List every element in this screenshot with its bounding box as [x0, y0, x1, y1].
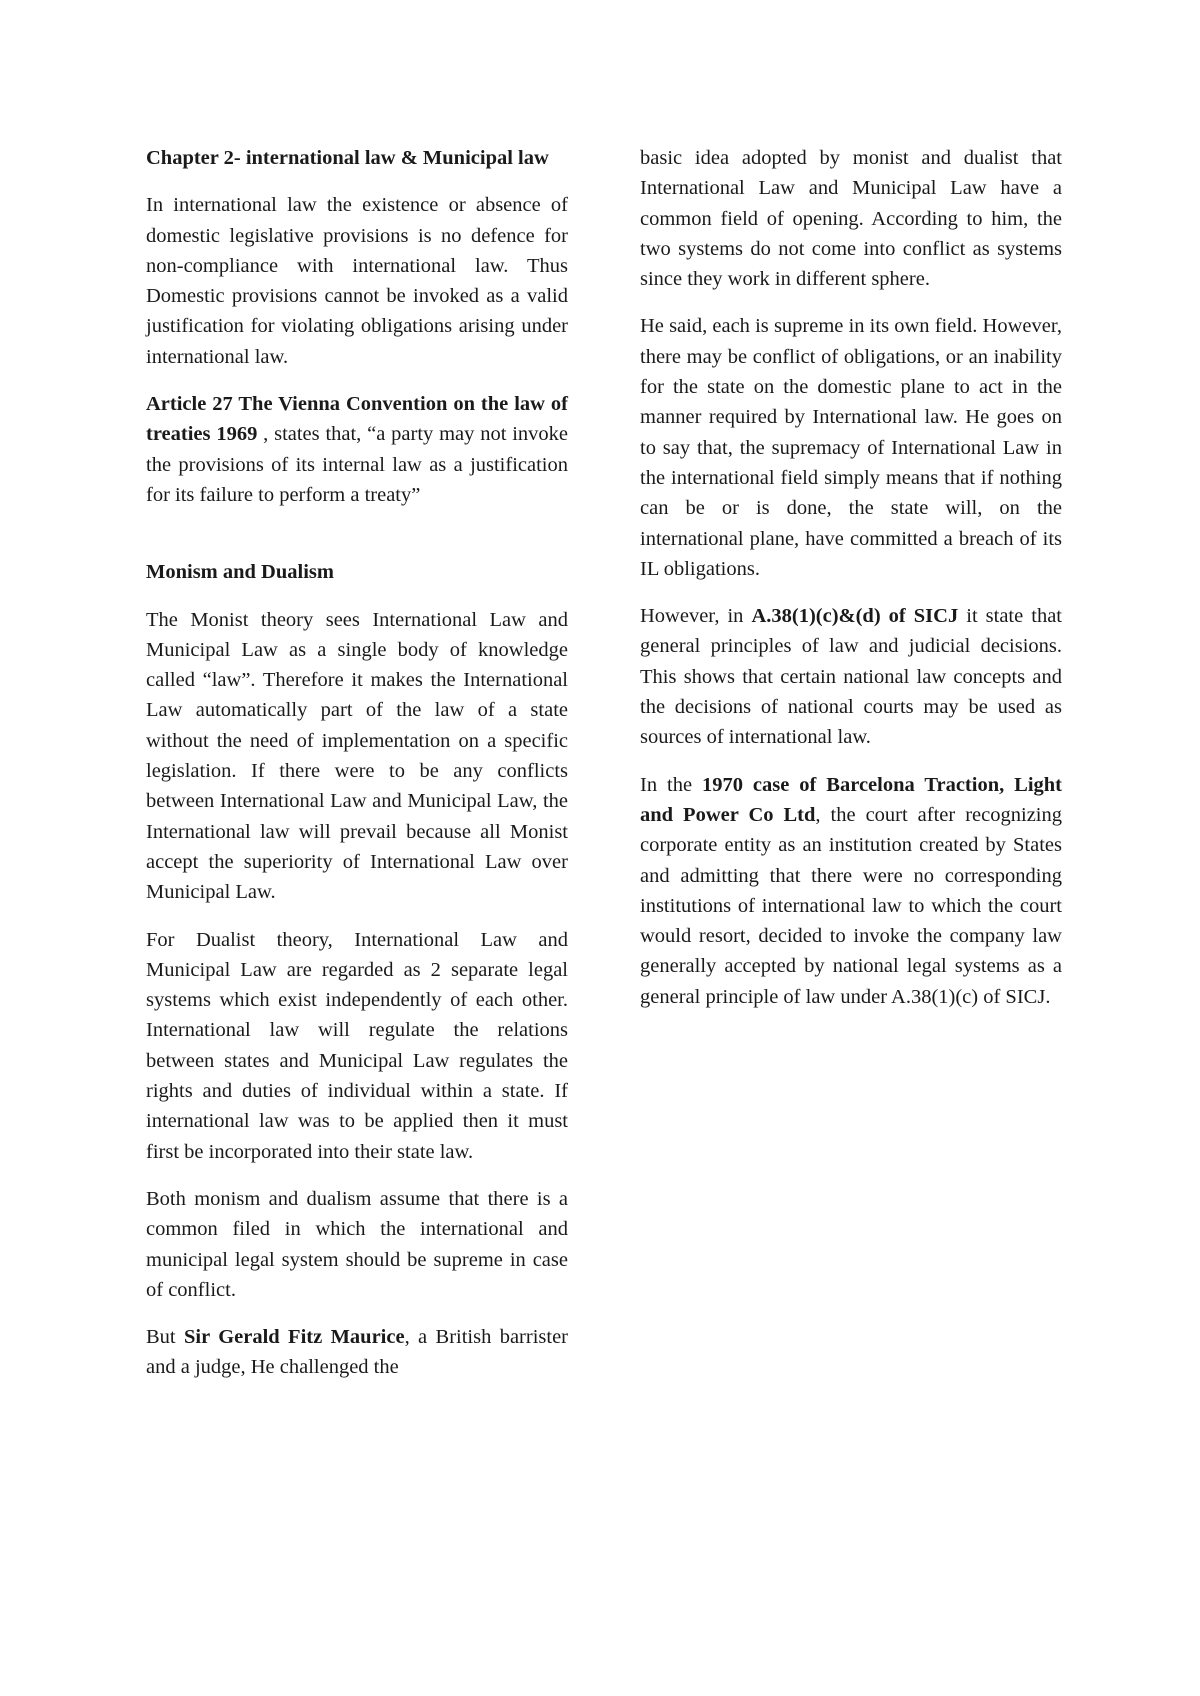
article-27-text: , states that, “a party may not invoke the provisions of its internal law as a justification for its failure to perform a treaty” [146, 423, 568, 506]
paragraph-monist-theory: The Monist theory sees International Law and Municipal Law as a single body of knowledge called “law”. Therefore it makes the International Law automatically part of the law of a state without the need of implementation on a specific legislation. If there were to be any conflicts between International Law and Municipal Law, the International law will prevail because all Monist accept the superiority of International Law over Municipal Law. [146, 608, 568, 904]
fitz-maurice-name: Sir Gerald Fitz Maurice [184, 1326, 405, 1349]
paragraph-basic-idea: basic idea adopted by monist and dualist that International Law and Municipal Law have a common field of opening. According to him, the two systems do not come into conflict as systems since they work in different sphere. [640, 147, 1062, 291]
barcelona-pre: In the [640, 773, 702, 796]
paragraph-article-27 [146, 389, 568, 510]
section-heading-monism-dualism: Monism and Dualism [146, 561, 334, 584]
barcelona-case-name: 1970 case of Barcelona Traction, Light and Power Co Ltd [640, 773, 1062, 826]
paragraph-fitz-maurice [146, 1322, 568, 1383]
sicj-pre: However, in [640, 605, 752, 628]
paragraph-supremacy: He said, each is supreme in its own field. However, there may be conflict of obligations, or an inability for the state on the domestic plane to act in the manner required by International law. He goes on to say that, the supremacy of International Law in the international field simply means that if nothing can be or is done, the state will, on the international plane, have committed a breach of its IL obligations. [640, 315, 1062, 580]
left-column [146, 143, 568, 1400]
paragraph-intro: In international law the existence or absence of domestic legislative provisions is no defence for non-compliance with international law. Thus Domestic provisions cannot be invoked as a valid justification for violating obligations arising under international law. [146, 194, 568, 368]
sicj-citation: A.38(1)(c)&(d) of SICJ [751, 605, 959, 628]
article-27-citation: Article 27 The Vienna Convention on the law of treaties 1969 [146, 393, 568, 446]
fitz-maurice-text: , a British barrister and a judge, He challenged the [146, 1326, 569, 1379]
paragraph-barcelona-traction [640, 770, 1062, 1012]
barcelona-text: , the court after recognizing corporate entity as an institution created by States and admitting that there were no corresponding institutions of international law to which the court would resort, decided to invoke the company law generally accepted by national legal systems as a general principle of law under A.38(1)(c) of SICJ. [640, 803, 1062, 1008]
paragraph-sicj-article [640, 601, 1062, 752]
paragraph-dualist-theory: For Dualist theory, International Law and Municipal Law are regarded as 2 separate legal systems which exist independently of each other. International law will regulate the relations between states and Municipal Law regulates the rights and duties of individual within a state. If international law was to be applied then it must first be incorporated into their state law. [146, 928, 568, 1163]
right-column [640, 143, 1062, 1029]
sicj-text: it state that general principles of law and judicial decisions. This shows that certain national law concepts and the decisions of national courts may be used as sources of international law. [640, 605, 1062, 749]
paragraph-common-field: Both monism and dualism assume that there is a common filed in which the international and municipal legal system should be supreme in case of conflict. [146, 1187, 568, 1301]
chapter-title: Chapter 2- international law & Municipal law [146, 147, 549, 169]
fitz-maurice-pre: But [146, 1326, 184, 1349]
